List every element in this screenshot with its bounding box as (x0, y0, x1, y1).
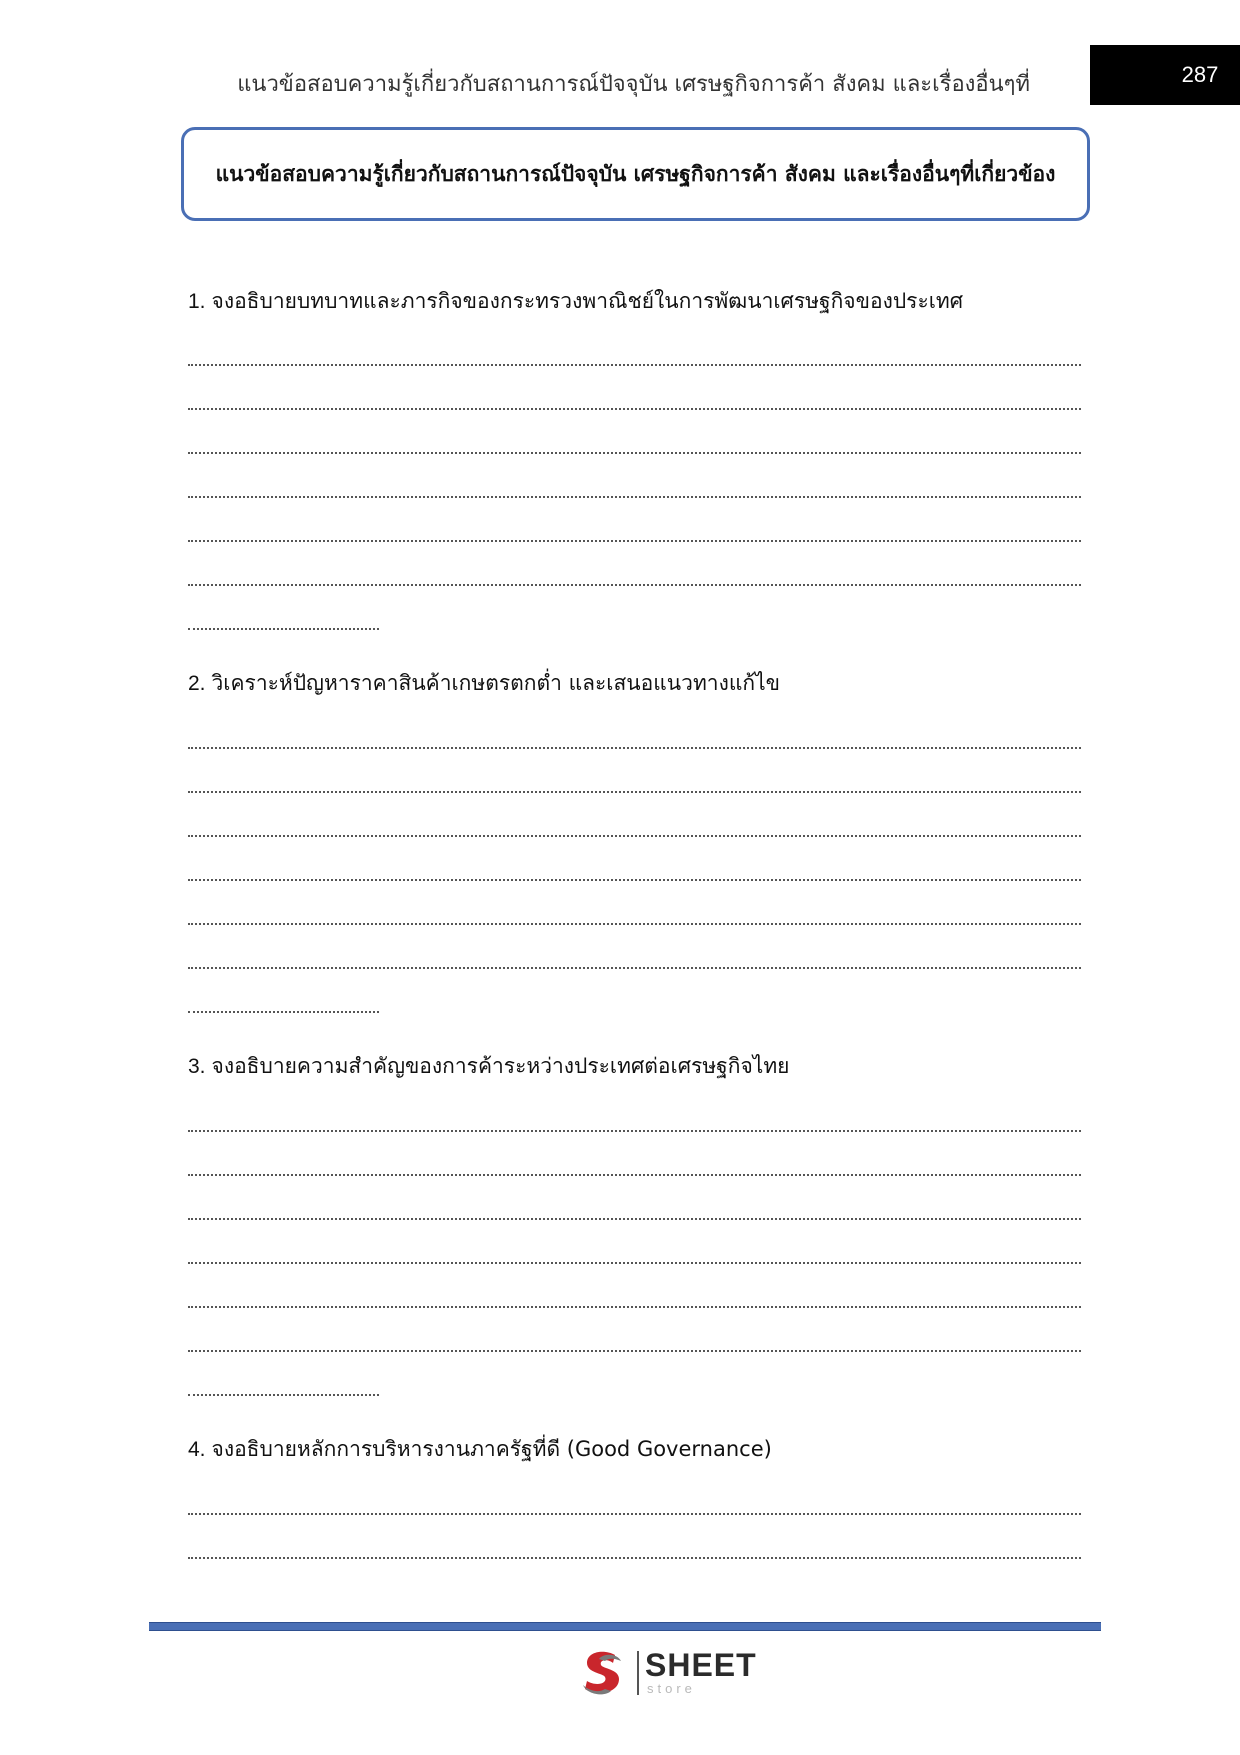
sheet-store-logo-icon (575, 1645, 631, 1701)
answer-line[interactable] (188, 1350, 1081, 1352)
question-text: จงอธิบายความสำคัญของการค้าระหว่างประเทศต่อเศรษฐกิจไทย (211, 1054, 790, 1078)
answer-line[interactable] (188, 584, 1081, 586)
section-title-box (181, 127, 1090, 221)
page-number: 287 (1181, 62, 1219, 87)
question-4 (188, 1433, 1088, 1466)
answer-line[interactable] (188, 923, 1081, 925)
answer-line[interactable] (188, 408, 1081, 410)
question-1 (188, 285, 1088, 318)
answer-line[interactable] (188, 628, 379, 630)
answer-line[interactable] (188, 967, 1081, 969)
question-3 (188, 1050, 1088, 1083)
answer-line[interactable] (188, 835, 1081, 837)
question-text: จงอธิบายบทบาทและภารกิจของกระทรวงพาณิชย์ในการพัฒนาเศรษฐกิจของประเทศ (211, 289, 964, 313)
answer-line[interactable] (188, 1174, 1081, 1176)
question-text: วิเคราะห์ปัญหาราคาสินค้าเกษตรตกต่ำ และเสนอแนวทางแก้ไข (211, 671, 781, 695)
answer-line[interactable] (188, 791, 1081, 793)
running-header: แนวข้อสอบความรู้เกี่ยวกับสถานการณ์ปัจจุบัน เศรษฐกิจการค้า สังคม และเรื่องอื่นๆที่ (237, 72, 1030, 97)
answer-line[interactable] (188, 1557, 1081, 1559)
answer-line[interactable] (188, 1130, 1081, 1132)
question-number: 3. (188, 1055, 206, 1078)
answer-line[interactable] (188, 1306, 1081, 1308)
section-title: แนวข้อสอบความรู้เกี่ยวกับสถานการณ์ปัจจุบัน เศรษฐกิจการค้า สังคม และเรื่องอื่นๆที่เกี่ยวข้อง (215, 161, 1056, 186)
answer-line[interactable] (188, 452, 1081, 454)
answer-line[interactable] (188, 1394, 379, 1396)
question-number: 4. (188, 1438, 206, 1461)
sheet-store-logo (575, 1645, 775, 1701)
answer-line[interactable] (188, 1513, 1081, 1515)
question-number: 2. (188, 672, 206, 695)
logo-subword: store (647, 1681, 696, 1696)
answer-line[interactable] (188, 879, 1081, 881)
answer-line[interactable] (188, 364, 1081, 366)
answer-line[interactable] (188, 1262, 1081, 1264)
question-text: จงอธิบายหลักการบริหารงานภาครัฐที่ดี (Good Governance) (211, 1437, 772, 1461)
question-2 (188, 667, 1088, 700)
logo-divider (637, 1651, 639, 1695)
answer-line[interactable] (188, 747, 1081, 749)
answer-line[interactable] (188, 1218, 1081, 1220)
logo-word: SHEET (645, 1647, 757, 1683)
question-number: 1. (188, 290, 206, 313)
answer-line[interactable] (188, 496, 1081, 498)
answer-line[interactable] (188, 1011, 379, 1013)
answer-line[interactable] (188, 540, 1081, 542)
footer-bar (149, 1622, 1101, 1631)
